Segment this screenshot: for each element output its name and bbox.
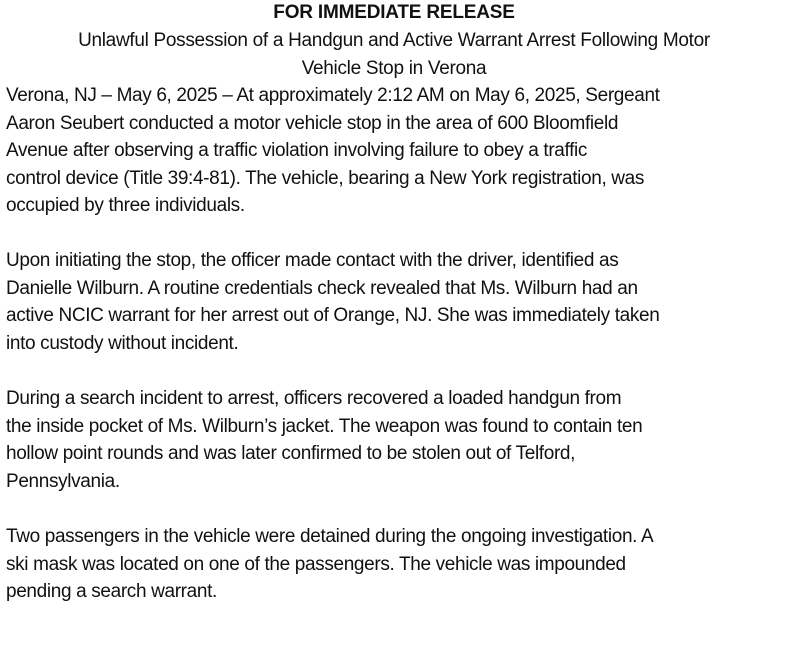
paragraph-passengers [6,523,786,606]
headline-line: Unlawful Possession of a Handgun and Active Warrant Arrest Following Motor [78,30,710,51]
paragraph-line: the inside pocket of Ms. Wilburn’s jacket. The weapon was found to contain ten [6,415,643,437]
paragraph-line: occupied by three individuals. [6,195,245,216]
paragraph-driver-arrest [6,247,786,357]
paragraph-line: During a search incident to arrest, officers recovered a loaded handgun from [6,388,622,409]
paragraph-line: active NCIC warrant for her arrest out of Orange, NJ. She was immediately taken [6,305,660,326]
paragraph-line: Upon initiating the stop, the officer made contact with the driver, identified as [6,250,619,271]
paragraph-traffic-stop [6,82,786,220]
paragraph-line: control device (Title 39:4-81). The vehicle, bearing a New York registration, was [6,167,645,189]
release-label: FOR IMMEDIATE RELEASE [273,2,515,23]
paragraph-line: Pennsylvania. [6,470,120,492]
headline-line: Vehicle Stop in Verona [301,58,487,79]
paragraph-line: Danielle Wilburn. A routine credentials check revealed that Ms. Wilburn had an [6,277,638,299]
paragraph-line: ski mask was located on one of the passengers. The vehicle was impounded [6,553,626,575]
paragraph-line: into custody without incident. [6,332,239,354]
paragraph-handgun-recovery [6,385,786,495]
headline [0,27,788,83]
paragraph-line: pending a search warrant. [6,581,217,602]
paragraph-line: Two passengers in the vehicle were detained during the ongoing investigation. A [6,526,654,547]
paragraph-line: hollow point rounds and was later confirmed to be stolen out of Telford, [6,443,576,464]
paragraph-line: Aaron Seubert conducted a motor vehicle stop in the area of 600 Bloomfield [6,112,619,134]
paragraph-line: Verona, NJ – May 6, 2025 – At approximately 2:12 AM on May 6, 2025, Sergeant [6,85,660,106]
paragraph-line: Avenue after observing a traffic violation involving failure to obey a traffic [6,140,588,161]
